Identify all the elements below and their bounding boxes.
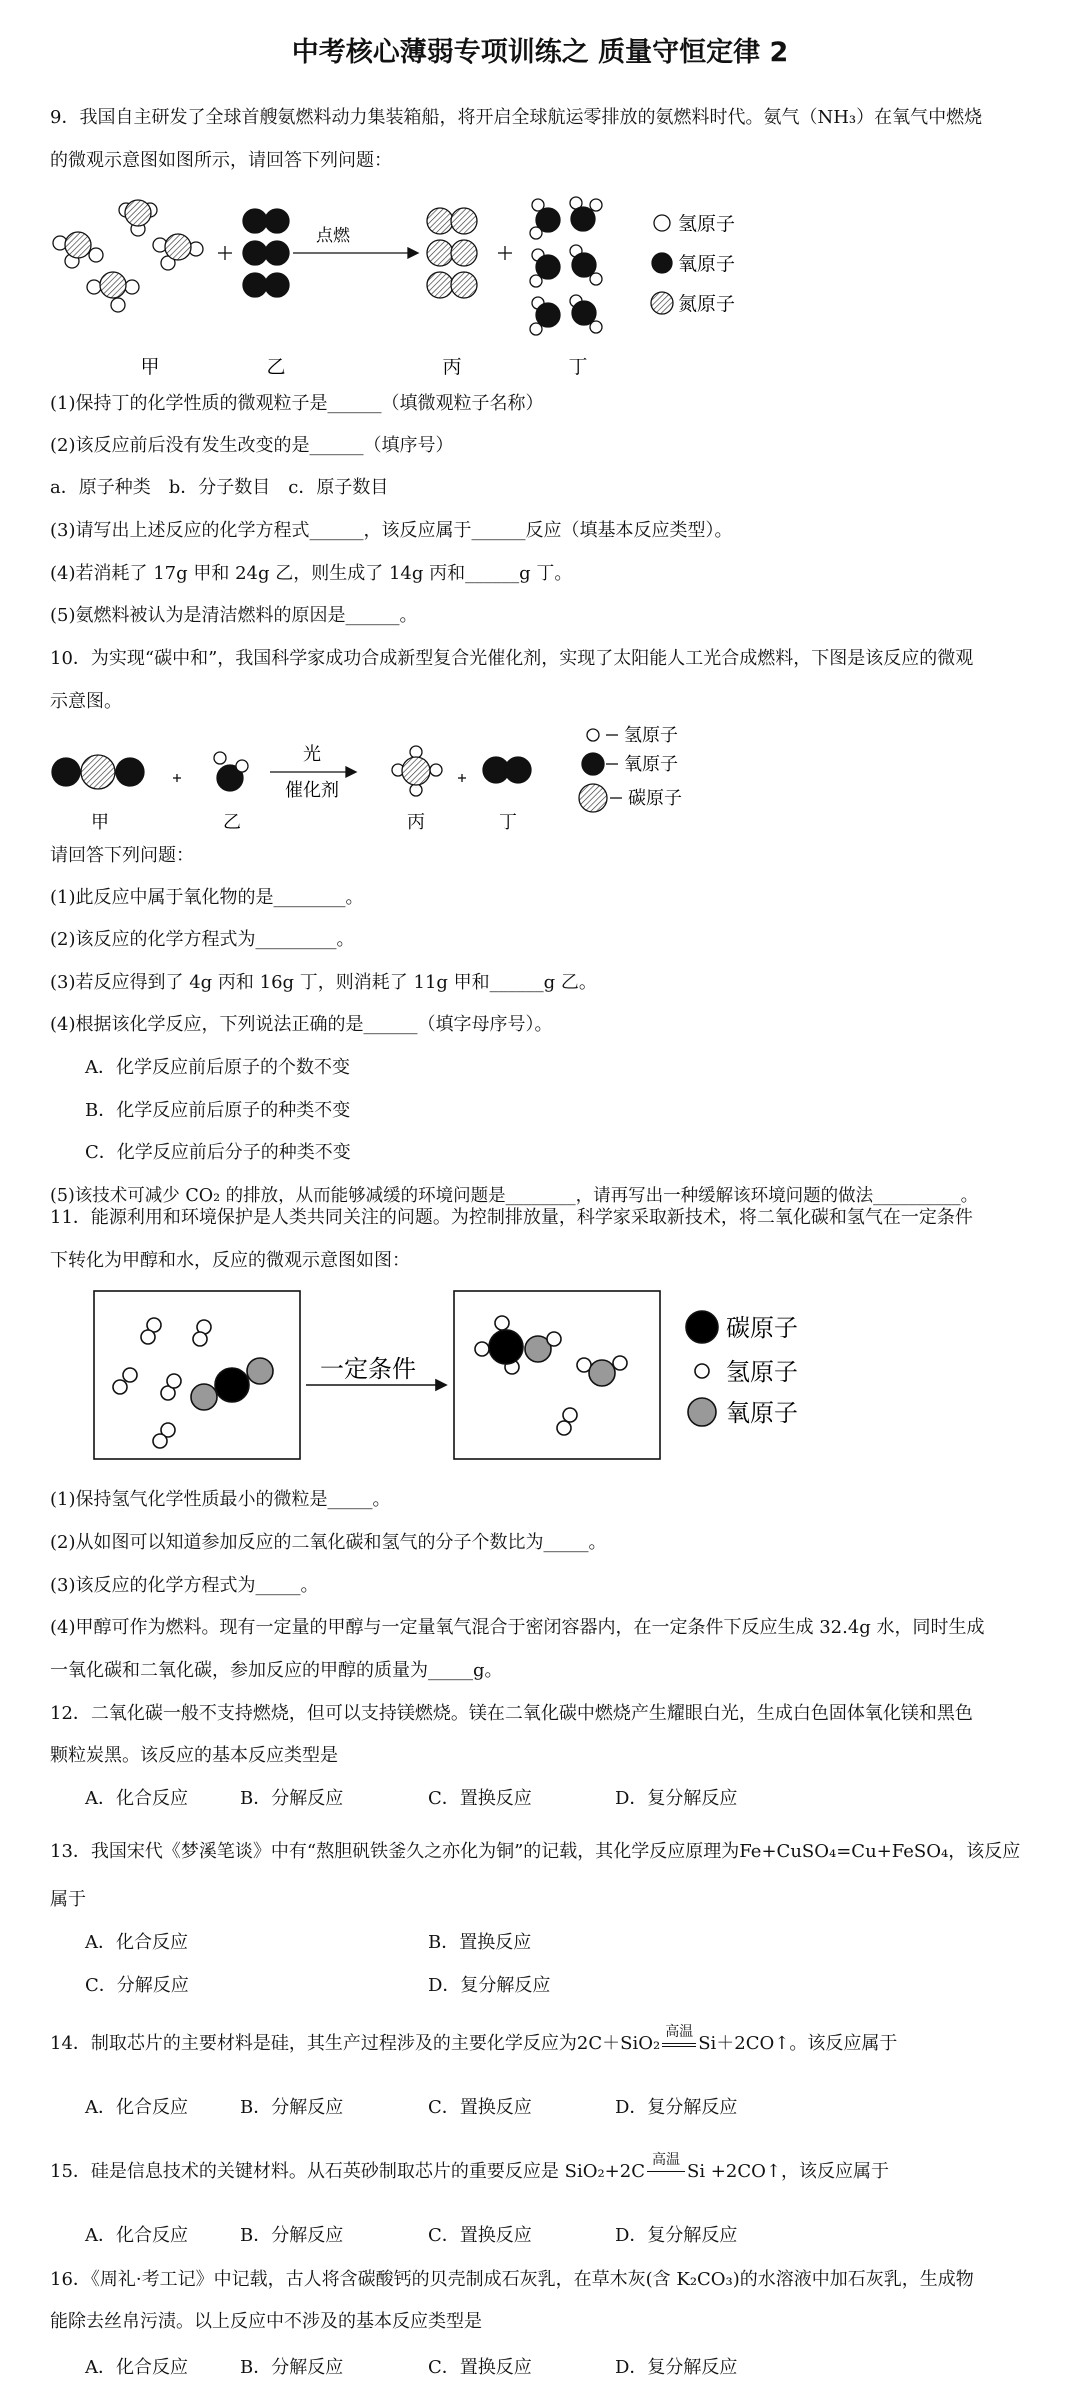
q15-stem-pre: 15．硅是信息技术的关键材料。从石英砂制取芯片的重要反应是 SiO₂+2C xyxy=(50,2161,645,2182)
q13-option-a: A．化合反应 xyxy=(85,1932,188,1953)
q12-option-b: B．分解反应 xyxy=(240,1788,344,1809)
q14-option-b: B．分解反应 xyxy=(240,2097,344,2118)
q10-sub4: (4)根据该化学反应，下列说法正确的是______（填字母序号）。 xyxy=(50,1014,553,1035)
q14-option-c: C．置换反应 xyxy=(428,2097,532,2118)
nh3-molecule xyxy=(153,234,203,270)
q10-arrow-bottom: 催化剂 xyxy=(285,780,339,801)
q16-option-b: B．分解反应 xyxy=(240,2357,344,2378)
q10-arrow-top: 光 xyxy=(303,744,321,765)
q9-sub2: (2)该反应前后没有发生改变的是______（填序号） xyxy=(50,435,454,456)
q10-option-c: C．化学反应前后分子的种类不变 xyxy=(85,1142,351,1163)
page-title: 中考核心薄弱专项训练之 质量守恒定律 2 xyxy=(291,37,789,68)
q11-intro-line2: 下转化为甲醇和水，反应的微观示意图如图： xyxy=(50,1250,410,1271)
q14-option-a: A．化合反应 xyxy=(85,2097,188,2118)
q15-stem xyxy=(50,2152,889,2182)
q10-legend-c: 碳原子 xyxy=(628,788,682,809)
q10-intro-line1: 10．为实现“碳中和”，我国科学家成功合成新型复合光催化剂，实现了太阳能人工光合成燃料，下图是该反应的微观 xyxy=(50,648,974,669)
q12-option-d: D．复分解反应 xyxy=(615,1788,738,1809)
q9-label-bing: 丙 xyxy=(442,356,462,378)
q15-option-b: B．分解反应 xyxy=(240,2225,344,2246)
q9-arrow-label: 点燃 xyxy=(316,226,350,246)
q9-label-yi: 乙 xyxy=(266,356,286,378)
q15-option-a: A．化合反应 xyxy=(85,2225,188,2246)
q9-sub2-options: a．原子种类 b．分子数目 c．原子数目 xyxy=(50,477,389,498)
q15-condition-sign xyxy=(647,2152,685,2182)
q10-label-yi: 乙 xyxy=(223,812,241,833)
q11-sub4-line1: (4)甲醇可作为燃料。现有一定量的甲醇与一定量氧气混合于密闭容器内，在一定条件下反应生成 32.4g 水，同时生成 xyxy=(50,1617,985,1638)
q10-sub1: (1)此反应中属于氧化物的是________。 xyxy=(50,887,364,908)
q11-sub3: (3)该反应的化学方程式为_____。 xyxy=(50,1575,319,1596)
q15-option-c: C．置换反应 xyxy=(428,2225,532,2246)
q9-sub5: (5)氨燃料被认为是清洁燃料的原因是______。 xyxy=(50,605,418,626)
q10-option-b: B．化学反应前后原子的种类不变 xyxy=(85,1100,351,1121)
reaction-line-icon xyxy=(647,2171,685,2173)
q14-option-d: D．复分解反应 xyxy=(615,2097,738,2118)
q15-option-d: D．复分解反应 xyxy=(615,2225,738,2246)
q12-stem-line1: 12．二氧化碳一般不支持燃烧，但可以支持镁燃烧。镁在二氧化碳中燃烧产生耀眼白光，生成白色固体氧化镁和黑色 xyxy=(50,1703,973,1724)
q15-condition: 高温 xyxy=(652,2152,680,2168)
q16-stem-line1: 16．《周礼·考工记》中记载，古人将含碳酸钙的贝壳制成石灰乳，在草木灰(含 K₂CO₃)的水溶液中加石灰乳，生成物 xyxy=(50,2269,974,2290)
q14-condition-sign xyxy=(662,2024,696,2054)
q9-legend-n: 氮原子 xyxy=(678,293,736,315)
q9-legend-h: 氢原子 xyxy=(678,213,736,235)
q10-sub2: (2)该反应的化学方程式为_________。 xyxy=(50,929,355,950)
q9-reaction-diagram xyxy=(48,185,768,385)
q11-sub1: (1)保持氢气化学性质最小的微粒是_____。 xyxy=(50,1489,391,1510)
q13-stem-line2: 属于 xyxy=(50,1889,86,1910)
q11-legend-h: 氢原子 xyxy=(726,1358,798,1386)
q9-label-jia: 甲 xyxy=(140,356,160,378)
q9-label-ding: 丁 xyxy=(568,356,588,378)
q11-arrow-label: 一定条件 xyxy=(320,1355,416,1383)
q14-stem xyxy=(50,2024,898,2054)
q9-sub1: (1)保持丁的化学性质的微观粒子是______（填微观粒子名称） xyxy=(50,393,544,414)
q11-legend-c: 碳原子 xyxy=(726,1314,798,1342)
q10-reaction-diagram xyxy=(48,720,748,835)
q11-intro-line1: 11．能源利用和环境保护是人类共同关注的问题。为控制排放量，科学家采取新技术，将二氧化碳和氢气在一定条件 xyxy=(50,1207,973,1228)
q13-stem-line1: 13．我国宋代《梦溪笔谈》中有“熬胆矾铁釜久之亦化为铜”的记载，其化学反应原理为Fe+CuSO₄=Cu+FeSO₄，该反应 xyxy=(50,1841,1021,1862)
q9-intro-line1: 9．我国自主研发了全球首艘氨燃料动力集装箱船，将开启全球航运零排放的氨燃料时代。氨气（NH₃）在氧气中燃烧 xyxy=(50,107,983,128)
q10-label-bing: 丙 xyxy=(407,812,425,833)
q10-intro-line2: 示意图。 xyxy=(50,691,122,712)
q9-sub4: (4)若消耗了 17g 甲和 24g 乙，则生成了 14g 丙和______g 丁。 xyxy=(50,563,573,584)
q16-stem-line2: 能除去丝帛污渍。以上反应中不涉及的基本反应类型是 xyxy=(50,2311,482,2332)
nh3-molecule xyxy=(119,200,157,236)
q14-stem-post: Si＋2CO↑。该反应属于 xyxy=(698,2033,898,2054)
q13-option-b: B．置换反应 xyxy=(428,1932,532,1953)
nh3-molecule xyxy=(87,272,139,312)
q15-stem-post: Si +2CO↑，该反应属于 xyxy=(687,2161,889,2182)
q9-sub3: (3)请写出上述反应的化学方程式______，该反应属于______反应（填基本反应类型）。 xyxy=(50,520,733,541)
equals-sign-icon xyxy=(662,2043,696,2047)
q16-option-d: D．复分解反应 xyxy=(615,2357,738,2378)
q10-legend-h: 氢原子 xyxy=(624,725,678,746)
q9-intro-line2: 的微观示意图如图所示，请回答下列问题： xyxy=(50,150,392,171)
q10-label-jia: 甲 xyxy=(91,812,109,833)
q11-legend-o: 氧原子 xyxy=(726,1399,798,1427)
q14-condition: 高温 xyxy=(665,2024,694,2040)
q10-sub3: (3)若反应得到了 4g 丙和 16g 丁，则消耗了 11g 甲和______g 乙。 xyxy=(50,972,597,993)
q12-option-a: A．化合反应 xyxy=(85,1788,188,1809)
q11-sub4-line2: 一氧化碳和二氧化碳，参加反应的甲醇的质量为_____g。 xyxy=(50,1660,503,1681)
q11-sub2: (2)从如图可以知道参加反应的二氧化碳和氢气的分子个数比为_____。 xyxy=(50,1532,607,1553)
q16-option-a: A．化合反应 xyxy=(85,2357,188,2378)
q9-legend-o: 氧原子 xyxy=(678,253,736,275)
q12-option-c: C．置换反应 xyxy=(428,1788,532,1809)
q10-sub5: (5)该技术可减少 CO₂ 的排放，从而能够减缓的环境问题是________，请再写出一种缓解该环境问题的做法__________。 xyxy=(50,1186,979,1206)
q10-ask: 请回答下列问题： xyxy=(50,845,194,866)
q10-legend-o: 氧原子 xyxy=(624,754,678,775)
q11-reaction-diagram xyxy=(90,1285,850,1465)
q14-stem-pre: 14．制取芯片的主要材料是硅，其生产过程涉及的主要化学反应为2C＋SiO₂ xyxy=(50,2033,661,2054)
q13-option-c: C．分解反应 xyxy=(85,1975,189,1996)
q12-stem-line2: 颗粒炭黑。该反应的基本反应类型是 xyxy=(50,1745,338,1766)
q10-option-a: A．化学反应前后原子的个数不变 xyxy=(85,1057,350,1078)
q10-label-ding: 丁 xyxy=(499,812,517,833)
q16-option-c: C．置换反应 xyxy=(428,2357,532,2378)
nh3-molecule xyxy=(53,232,103,268)
q13-option-d: D．复分解反应 xyxy=(428,1975,551,1996)
